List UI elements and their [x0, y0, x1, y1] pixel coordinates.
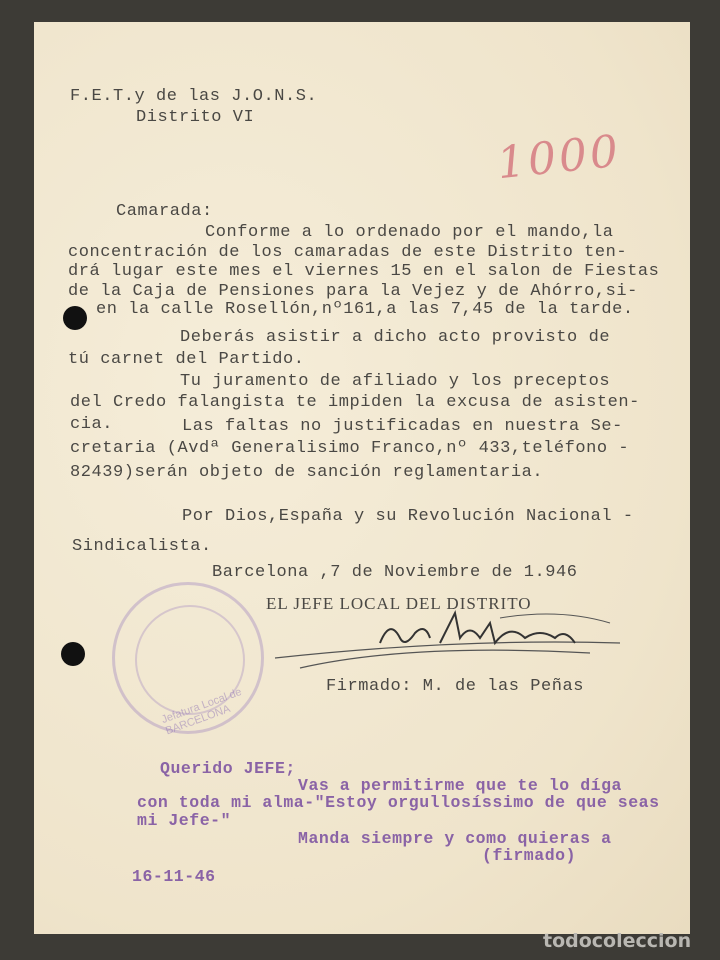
punch-hole: [61, 642, 85, 666]
official-stamp: [112, 582, 264, 738]
body-line: Conforme a lo ordenado por el mando,la: [205, 223, 614, 242]
body-line: Deberás asistir a dicho acto provisto de: [180, 328, 611, 347]
org-header: F.E.T.y de las J.O.N.S.: [70, 87, 318, 106]
body-line: cretaria (Avdª Generalisimo Franco,nº 433,teléfono -: [70, 439, 630, 458]
body-line: concentración de los camaradas de este Distrito ten-: [68, 243, 628, 262]
note-line: Vas a permitirme que te lo díga: [298, 776, 622, 795]
salutation: Camarada:: [116, 202, 213, 221]
note-line: mi Jefe-": [137, 811, 232, 830]
signature: [260, 608, 630, 688]
body-line: tú carnet del Partido.: [68, 350, 305, 369]
handwritten-number: 1000: [494, 125, 624, 190]
watermark: todocoleccion: [543, 930, 692, 952]
body-line: cia.: [70, 415, 114, 434]
stamp-text: Jefatura Local de BARCELONA: [159, 685, 244, 738]
body-line: drá lugar este mes el viernes 15 en el salon de Fiestas: [68, 262, 660, 281]
note-line: (firmado): [482, 846, 577, 865]
note-date: 16-11-46: [132, 867, 216, 886]
district-header: Distrito VI: [136, 108, 255, 127]
body-line: Las faltas no justificadas en nuestra Se-: [182, 417, 623, 436]
body-line: del Credo falangista te impiden la excusa de asisten-: [70, 393, 640, 412]
body-line: Por Dios,España y su Revolución Nacional -: [182, 507, 634, 526]
note-line: Querido JEFE;: [160, 759, 296, 778]
body-line: de la Caja de Pensiones para la Vejez y de Ahórro,si-: [68, 282, 638, 301]
signer-title: EL JEFE LOCAL DEL DISTRITO: [266, 594, 532, 613]
body-line: Tu juramento de afiliado y los preceptos: [180, 372, 611, 391]
place-date: Barcelona ,7 de Noviembre de 1.946: [212, 563, 578, 582]
body-line: en la calle Rosellón,nº161,a las 7,45 de la tarde.: [96, 300, 634, 319]
note-line: con toda mi alma-"Estoy orgullosíssimo de que seas: [137, 793, 660, 812]
signed-name: Firmado: M. de las Peñas: [326, 677, 585, 696]
body-line: 82439)serán objeto de sanción reglamentaria.: [70, 463, 544, 482]
body-line: Sindicalista.: [72, 537, 212, 556]
note-line: Manda siempre y como quieras a: [298, 829, 612, 848]
punch-hole: [63, 306, 87, 330]
